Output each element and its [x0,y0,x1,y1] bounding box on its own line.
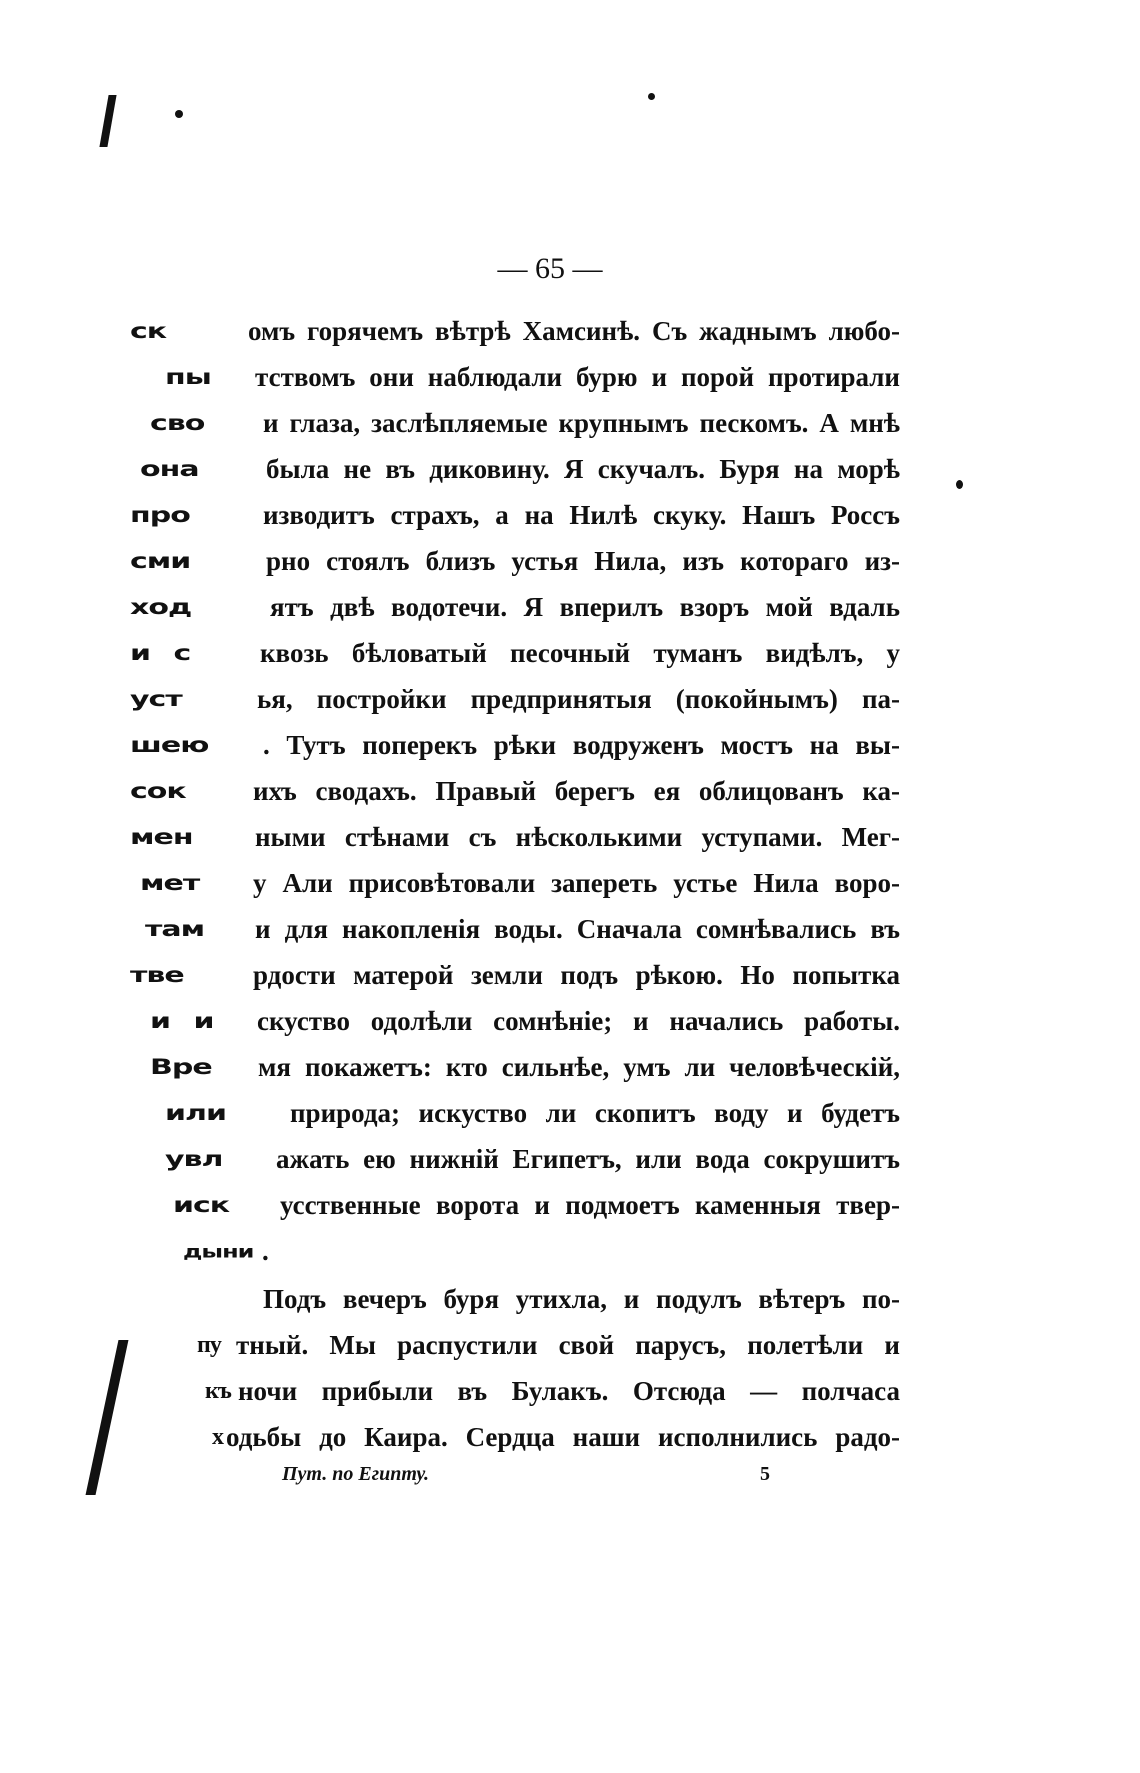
line-text: мя покажетъ: кто сильнѣе, умъ ли человѣческій, [258,1052,900,1082]
line-prefix: дыни [183,1241,254,1262]
line-prefix: пу [197,1332,221,1358]
line-text: и глаза, заслѣпляемые крупнымъ пескомъ. А мнѣ [263,408,900,438]
line-prefix: там [145,916,205,942]
text-line [130,768,900,814]
line-prefix: сми [130,548,191,574]
line-text: омъ горячемъ вѣтрѣ Хамсинѣ. Съ жаднымъ любо- [248,316,900,346]
line-prefix: Вре [150,1054,212,1080]
line-prefix: и и [150,1008,221,1034]
line-text: рно стоялъ близъ устья Нила, изъ котораго из- [266,546,900,576]
line-prefix: х [212,1424,223,1450]
line-text: природа; искуство ли скопитъ воду и будетъ [290,1098,900,1128]
line-prefix: и с [130,640,198,666]
line-prefix: увл [165,1146,223,1172]
line-text: одьбы до Каира. Сердца наши исполнились радо- [226,1422,900,1452]
text-line [130,676,900,722]
text-line [130,400,900,446]
text-line [130,860,900,906]
line-prefix: ск [130,318,167,344]
text-line [130,1090,900,1136]
scan-dot-top-left [175,110,183,118]
scan-dot-right [956,480,963,489]
text-line [130,906,900,952]
text-line [130,538,900,584]
line-text: ья, постройки предпринятыя (покойнымъ) па- [257,684,900,714]
scan-mark-bottom-left [86,1340,129,1495]
line-text: изводитъ страхъ, а на Нилѣ скуку. Нашъ Россъ [263,500,900,530]
line-text: . [262,1236,269,1266]
text-line [130,1276,900,1322]
line-prefix: къ [205,1378,231,1404]
text-line [130,952,900,998]
line-prefix: тве [130,962,184,988]
footer-running-title: Пут. по Египту. [282,1463,430,1485]
text-line [130,630,900,676]
text-line [130,814,900,860]
line-text: и для накопленія воды. Сначала сомнѣвались въ [255,914,900,944]
text-line [130,1182,900,1228]
line-text: была не въ диковину. Я скучалъ. Буря на морѣ [266,454,900,484]
text-line [130,722,900,768]
line-text: рдости матерой земли подъ рѣкою. Но попытка [253,960,900,990]
line-prefix: она [140,456,199,482]
line-text: ночи прибыли въ Булакъ. Отсюда — полчаса [238,1376,900,1406]
text-line [130,1044,900,1090]
scan-mark-top-left [99,95,116,147]
line-text: ихъ сводахъ. Правый берегъ ея облицованъ ка- [253,776,900,806]
line-prefix: уст [130,686,182,712]
scan-dot-top-center [648,93,655,100]
line-text: тствомъ они наблюдали бурю и порой протирали [255,362,900,392]
line-text: ажать ею нижній Египетъ, или вода сокрушитъ [276,1144,900,1174]
line-text: тный. Мы распустили свой парусъ, полетѣли и [236,1330,900,1360]
line-prefix: или [165,1100,227,1126]
text-line [130,1322,900,1368]
text-line [130,1136,900,1182]
text-line [130,308,900,354]
text-line [130,1228,900,1274]
text-line [130,492,900,538]
line-text: Подъ вечеръ буря утихла, и подулъ вѣтеръ по- [263,1284,900,1314]
line-prefix: иск [173,1192,230,1218]
line-text: скуство одолѣли сомнѣніе; и начались работы. [257,1006,900,1036]
line-prefix: шею [130,732,209,758]
line-text: ятъ двѣ водотечи. Я вперилъ взоръ мой вдаль [270,592,900,622]
line-text: ными стѣнами съ нѣсколькими уступами. Мег- [255,822,900,852]
line-prefix: мет [140,870,200,896]
page-number: — 65 — [497,252,603,285]
line-prefix: сво [150,410,205,436]
line-prefix: сок [130,778,186,804]
text-line [130,1414,900,1460]
line-prefix: про [130,502,190,528]
line-prefix: ход [130,594,192,620]
text-line [130,354,900,400]
line-prefix: мен [130,824,193,850]
text-line [130,998,900,1044]
footer-signature-mark: 5 [760,1463,770,1485]
line-prefix: пы [165,364,211,390]
text-line [130,446,900,492]
line-text: у Али присовѣтовали запереть устье Нила воро- [253,868,900,898]
text-line [130,1368,900,1414]
text-line [130,584,900,630]
line-text: квозь бѣловатый песочный туманъ видѣлъ, у [260,638,900,668]
line-text: усственные ворота и подмоетъ каменныя твер- [280,1190,900,1220]
line-text: . Тутъ поперекъ рѣки водруженъ мостъ на вы- [263,730,900,760]
